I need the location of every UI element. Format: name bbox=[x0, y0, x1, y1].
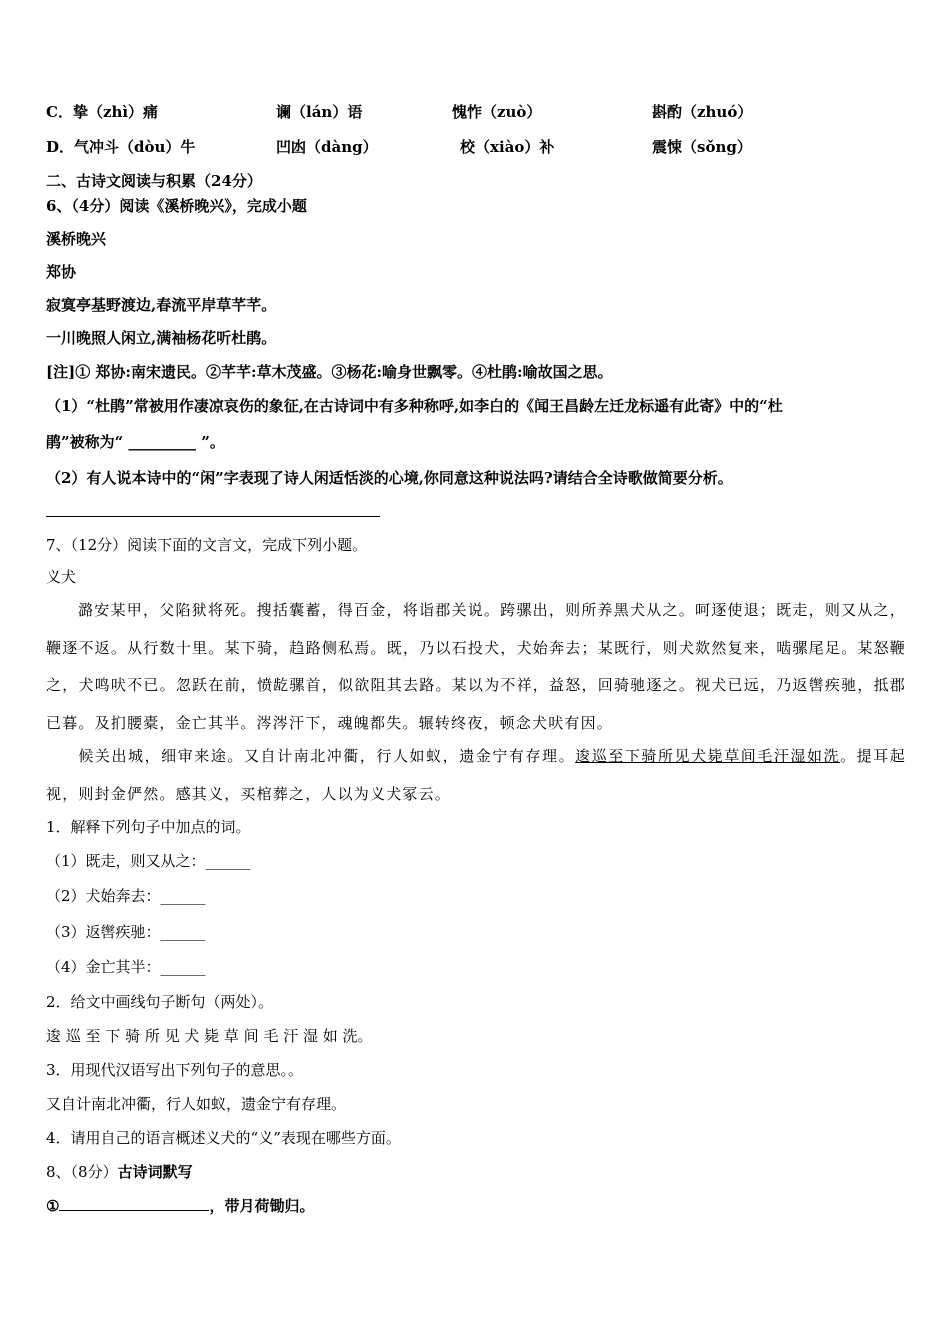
option-d-item-4: 震悚（sǒng） bbox=[652, 138, 752, 156]
paragraph-2-text-b: 。提耳起视，则封金俨然。感其义，买棺葬之，人以为义犬冢云。 bbox=[46, 747, 906, 803]
poem-line-2: 一川晚照人闲立,满袖杨花听杜鹃。 bbox=[46, 329, 277, 347]
question-6-sub-1: （1）“杜鹃”常被用作凄凉哀伤的象征,在古诗词中有多种称呼,如李白的《闻王昌龄左迁龙标遥有此寄》中的“杜 bbox=[46, 397, 783, 415]
option-d-item-2: 凹凼（dàng） bbox=[276, 138, 378, 156]
answer-line bbox=[46, 516, 380, 517]
question-7-prompt: 7、（12分）阅读下面的文言文，完成下列小题。 bbox=[46, 536, 368, 554]
sub-1-text-a: 鹃”被称为“ bbox=[46, 433, 124, 451]
task-3-heading: 3．用现代汉语写出下列句子的意思。。 bbox=[46, 1061, 304, 1079]
option-c-item-4: 斟酌（zhuó） bbox=[652, 103, 753, 121]
paragraph-2-text-a: 候关出城，细审来途。又自计南北冲衢，行人如蚁，遗金宁有存理。 bbox=[78, 747, 576, 765]
task-4-heading: 4．请用自己的语言概述义犬的“义”表现在哪些方面。 bbox=[46, 1129, 401, 1147]
task-1-item: （2）犬始奔去：______ bbox=[46, 887, 206, 905]
recitation-text: ，带月荷锄归。 bbox=[209, 1197, 315, 1215]
task-1-item: （4）金亡其半：______ bbox=[46, 958, 206, 976]
underlined-sentence: 逡巡至下骑所见犬毙草间毛汗湿如洗 bbox=[575, 747, 841, 765]
task-1-item: （1）既走，则又从之：______ bbox=[46, 852, 251, 870]
option-c-item-3: 愧怍（zuò） bbox=[452, 103, 542, 121]
option-c-item-2: 谰（lán）语 bbox=[276, 103, 363, 121]
task-2-heading: 2．给文中画线句子断句（两处）。 bbox=[46, 993, 274, 1011]
question-8-prompt bbox=[46, 1162, 193, 1182]
question-6-sub-2: （2）有人说本诗中的“闲”字表现了诗人闲适恬淡的心境,你同意这种说法吗?请结合全诗歌做简要分析。 bbox=[46, 469, 733, 487]
task-1-item: （3）返辔疾驰：______ bbox=[46, 923, 206, 941]
poem-notes: [注]① 郑协:南宋遗民。②芊芊:草木茂盛。③杨花:喻身世飘零。④杜鹃:喻故国之思。 bbox=[46, 363, 613, 381]
question-6-prompt: 6、（4分）阅读《溪桥晚兴》，完成小题 bbox=[46, 197, 307, 215]
section-heading: 二、古诗文阅读与积累（24分） bbox=[46, 172, 262, 190]
passage-paragraph-1 bbox=[46, 592, 906, 742]
passage-paragraph-2 bbox=[46, 738, 906, 813]
question-6-sub-1-cont bbox=[46, 432, 225, 452]
passage-paragraph-1-text: 潞安某甲，父陷狱将死。搜括囊蓄，得百金，将诣郡关说。跨骡出，则所养黑犬从之。呵逐使退；既走，则又从之，鞭逐不返。从行数十里。某下骑，趋路侧私焉。既，乃以石投犬，犬始奔去；某既行，则犬欻然复来，啮骡尾足。某怒鞭之，犬鸣吠不已。忽跃在前，愤龁骡首，似欲阻其去路。某以为不祥，益怒，回骑驰逐之。视犬已远，乃返辔疾驰，抵郡已暮。及扪腰橐，金亡其半。涔涔汗下，魂魄都失。辗转终夜，顿念犬吠有因。 bbox=[46, 601, 906, 732]
task-3-sentence: 又自计南北冲衢，行人如蚁，遗金宁有存理。 bbox=[46, 1095, 347, 1113]
sub-1-text-b: ”。 bbox=[201, 433, 225, 451]
circled-number: ① bbox=[46, 1197, 60, 1215]
question-8-title: 古诗词默写 bbox=[117, 1163, 193, 1181]
poem-title: 溪桥晚兴 bbox=[46, 230, 107, 248]
option-c-item-1: C．挚（zhì）痛 bbox=[46, 103, 159, 121]
option-d-item-1: D．气冲斗（dòu）牛 bbox=[46, 138, 196, 156]
task-2-sentence: 逡 巡 至 下 骑 所 见 犬 毙 草 间 毛 汗 湿 如 洗。 bbox=[46, 1027, 373, 1045]
recitation-blank bbox=[59, 1196, 209, 1211]
passage-title: 义犬 bbox=[46, 568, 77, 586]
option-d-item-3: 校（xiào）补 bbox=[460, 138, 555, 156]
recitation-line-1 bbox=[46, 1196, 314, 1216]
question-8-score: 8、（8分） bbox=[46, 1163, 118, 1181]
task-1-heading: 1．解释下列句子中加点的词。 bbox=[46, 818, 251, 836]
sub-1-blank: _________ bbox=[128, 433, 196, 451]
poem-line-1: 寂寞亭基野渡边,春流平岸草芊芊。 bbox=[46, 296, 277, 314]
poem-author: 郑协 bbox=[46, 263, 77, 281]
